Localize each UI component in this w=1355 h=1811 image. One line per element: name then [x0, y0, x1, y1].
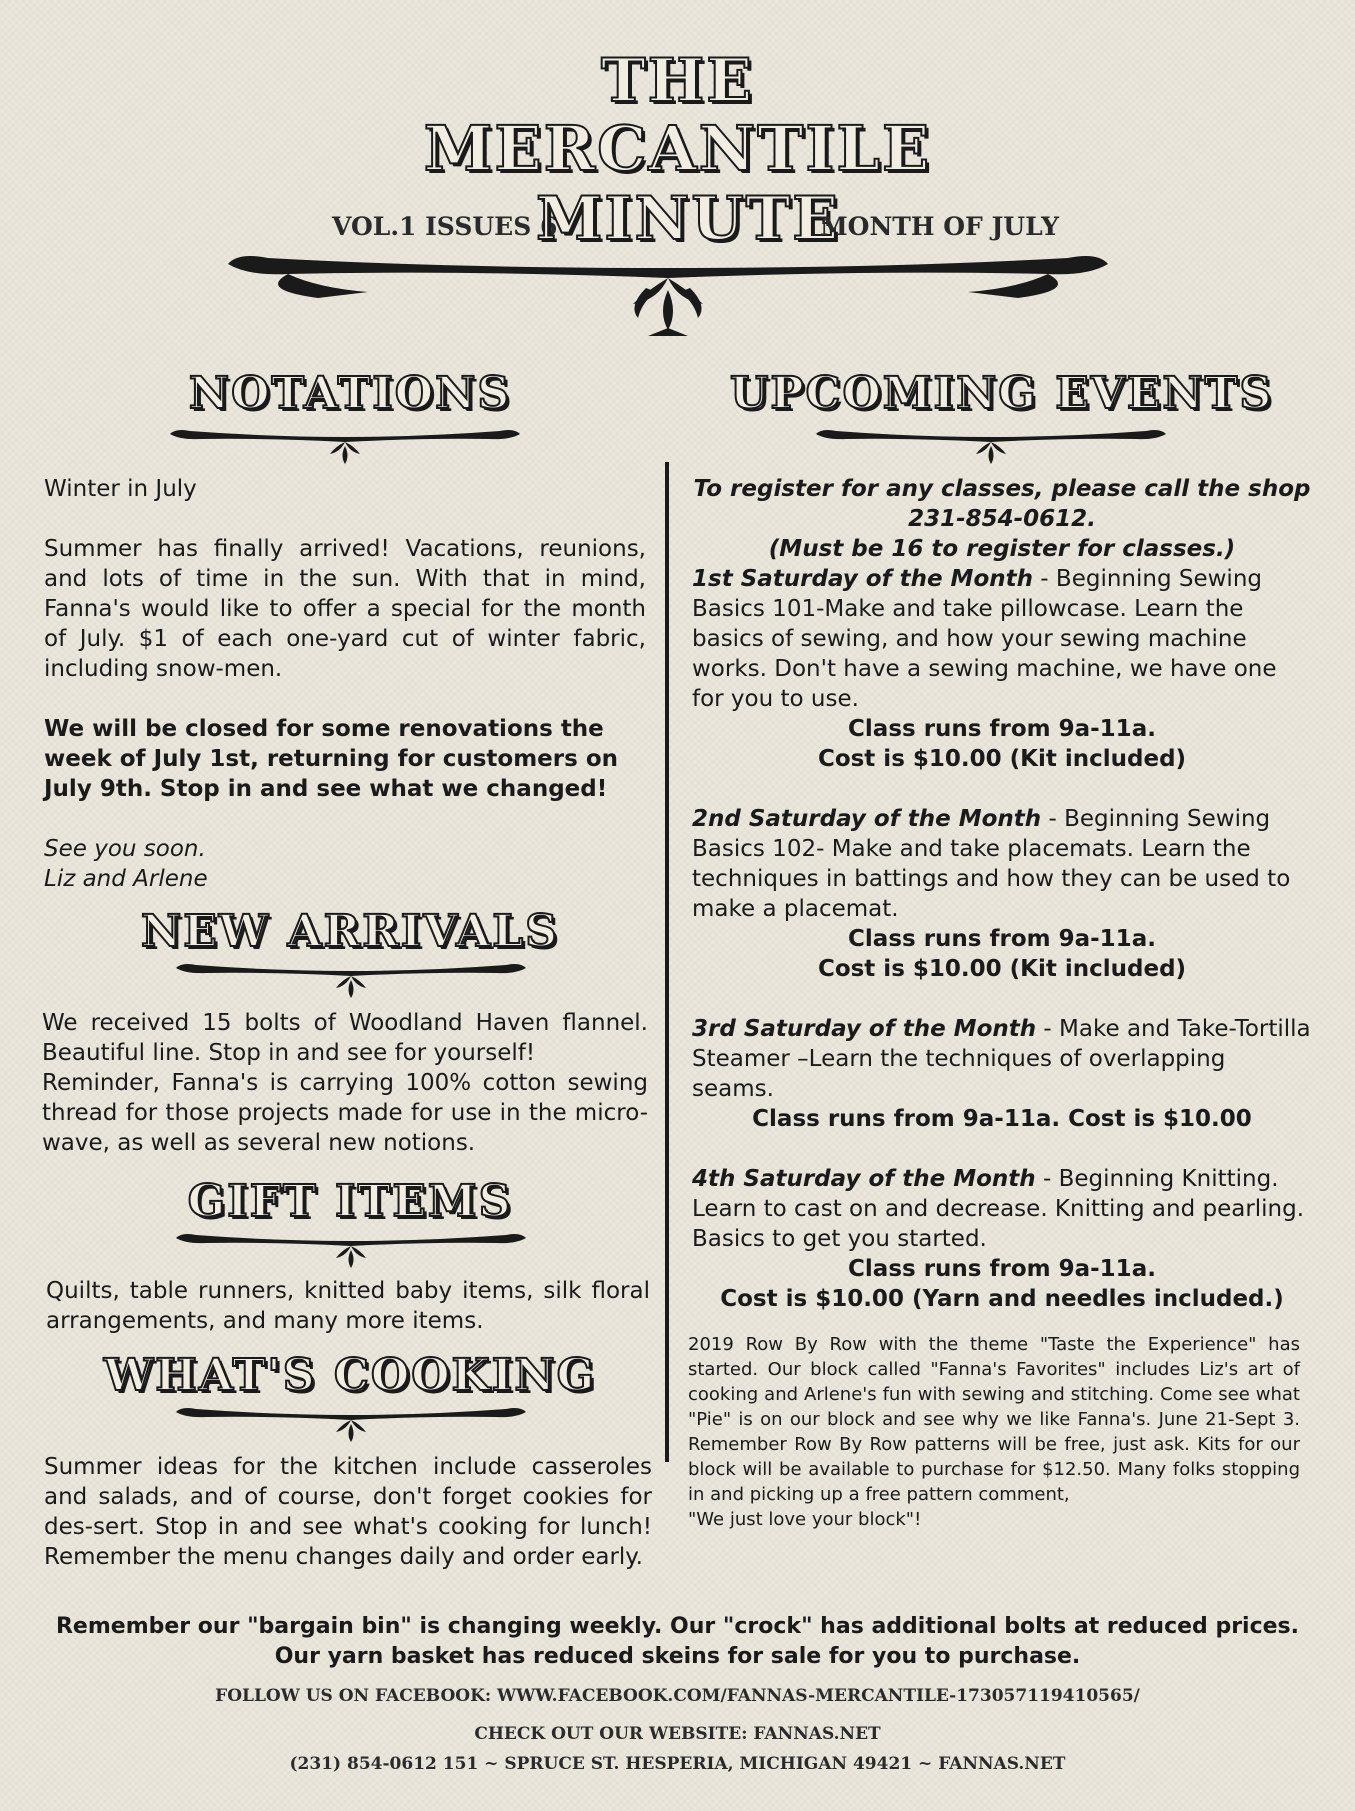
- event-4-title: 4th Saturday of the Month: [692, 1166, 1036, 1192]
- new-arrivals-body: [42, 1008, 648, 1158]
- event-3: [692, 1014, 1312, 1104]
- gift-items-body: [46, 1276, 650, 1336]
- event-4-cost: Cost is $10.00 (Yarn and needles included.): [720, 1286, 1284, 1312]
- closure-notice: We will be closed for some renovations the week of July 1st, returning for customers on July 9th. Stop in and see what we changed!: [44, 716, 619, 802]
- address-line: (231) 854-0612 151 ~ SPRUCE ST. HESPERIA, MICHIGAN 49421 ~ FANNAS.NET: [289, 1754, 1066, 1774]
- event-2: [692, 804, 1312, 924]
- website-line: CHECK OUT OUR WEBSITE: FANNAS.NET: [474, 1724, 881, 1744]
- event-2-title: 2nd Saturday of the Month: [692, 806, 1042, 832]
- row-by-row-notice: [688, 1332, 1300, 1532]
- register-instructions: To register for any classes, please call the shop: [693, 476, 1311, 502]
- shop-phone: 231-854-0612.: [908, 506, 1096, 532]
- gift-items-paragraph: Quilts, table runners, knitted baby items, silk floral arrangements, and many more items.: [46, 1278, 650, 1334]
- events-flourish: [816, 428, 1166, 468]
- event-1-time: Class runs from 9a-11a.: [848, 716, 1156, 742]
- event-2-cost: Cost is $10.00 (Kit included): [817, 956, 1187, 982]
- issue-month: MONTH OF JULY: [820, 212, 1059, 241]
- masthead-flourish: [228, 250, 1108, 345]
- whats-cooking-paragraph: Summer ideas for the kitchen include casseroles and salads, and of course, don't forget cookies for des-sert. Stop in and see what's cooking for lunch! Remember the menu changes daily and order early.: [44, 1454, 652, 1570]
- masthead-the: THE: [600, 46, 755, 116]
- event-1-cost: Cost is $10.00 (Kit included): [817, 746, 1187, 772]
- event-1-description: - Beginning Sewing Basics 101-Make and take pillowcase. Learn the basics of sewing, and how your sewing machine works. Don't have a sewing machine, we have one for you to use.: [692, 566, 1277, 712]
- new-arrivals-paragraph: We received 15 bolts of Woodland Haven flannel. Beautiful line. Stop in and see for yourself!: [42, 1010, 648, 1066]
- masthead-mercantile: MERCANTILE: [423, 112, 932, 185]
- notations-intro: Winter in July: [44, 476, 197, 502]
- whats-cooking-body: [44, 1452, 652, 1572]
- section-heading-whats-cooking: WHAT'S COOKING: [103, 1350, 597, 1401]
- event-3-title: 3rd Saturday of the Month: [692, 1016, 1037, 1042]
- event-1: [692, 564, 1312, 714]
- signoff-line: See you soon.: [44, 836, 206, 862]
- event-4-time: Class runs from 9a-11a.: [848, 1256, 1156, 1282]
- section-heading-upcoming-events: UPCOMING EVENTS: [730, 368, 1274, 419]
- age-requirement: (Must be 16 to register for classes.): [768, 536, 1236, 562]
- row-by-row-quote: "We just love your block"!: [688, 1509, 922, 1530]
- event-2-time: Class runs from 9a-11a.: [848, 926, 1156, 952]
- event-2-description: - Beginning Sewing Basics 102- Make and take placemats. Learn the techniques in battings and how they can be used to make a placemat.: [692, 806, 1291, 922]
- event-4: [692, 1164, 1312, 1254]
- section-heading-new-arrivals: NEW ARRIVALS: [141, 906, 559, 957]
- gift-items-flourish: [176, 1232, 526, 1272]
- row-by-row-paragraph: 2019 Row By Row with the theme "Taste the Experience" has started. Our block called "Fanna's Favorites" includes Liz's art of cooking and Arlene's fun with sewing and stitching. Come see what "Pie" is on our block and see why we like Fanna's. June 21-Sept 3. Remember Row By Row patterns will be free, just ask. Kits for our block will be available to purchase for $12.50. Many folks stopping in and picking up a free pattern comment,: [688, 1334, 1300, 1505]
- issue-volume: VOL.1 ISSUES 6: [332, 212, 558, 241]
- thread-reminder: Reminder, Fanna's is carrying 100% cotton sewing thread for those projects made for use in the micro-wave, as well as several new notions.: [42, 1070, 648, 1156]
- event-1-title: 1st Saturday of the Month: [692, 566, 1033, 592]
- section-heading-notations: NOTATIONS: [188, 368, 512, 419]
- event-3-time-cost: Class runs from 9a-11a. Cost is $10.00: [752, 1106, 1252, 1132]
- notations-paragraph: Summer has finally arrived! Vacations, reunions, and lots of time in the sun. With that in mind, Fanna's would like to offer a special for the month of July. $1 of each one-yard cut of winter fabric, including snow-men.: [44, 536, 646, 682]
- event-4-description: - Beginning Knitting. Learn to cast on and decrease. Knitting and pearling. Basics to get you started.: [692, 1166, 1305, 1252]
- section-heading-gift-items: GIFT ITEMS: [187, 1176, 513, 1227]
- new-arrivals-flourish: [176, 962, 526, 1002]
- column-divider: [665, 462, 669, 1462]
- yarn-basket-line: Our yarn basket has reduced skeins for sale for you to purchase.: [274, 1644, 1081, 1669]
- notations-flourish: [170, 428, 520, 468]
- events-body: [692, 474, 1312, 1314]
- whats-cooking-flourish: [176, 1406, 526, 1446]
- event-3-description: - Make and Take-Tortilla Steamer –Learn the techniques of overlapping seams.: [692, 1016, 1311, 1102]
- notations-body: [44, 474, 646, 894]
- masthead-minute: MINUTE: [536, 184, 841, 254]
- signoff-names: Liz and Arlene: [44, 866, 208, 892]
- bargain-bin-line: Remember our "bargain bin" is changing weekly. Our "crock" has additional bolts at reduced prices.: [55, 1614, 1300, 1639]
- facebook-line: FOLLOW US ON FACEBOOK: WWW.FACEBOOK.COM/FANNAS-MERCANTILE-173057119410565/: [215, 1686, 1140, 1706]
